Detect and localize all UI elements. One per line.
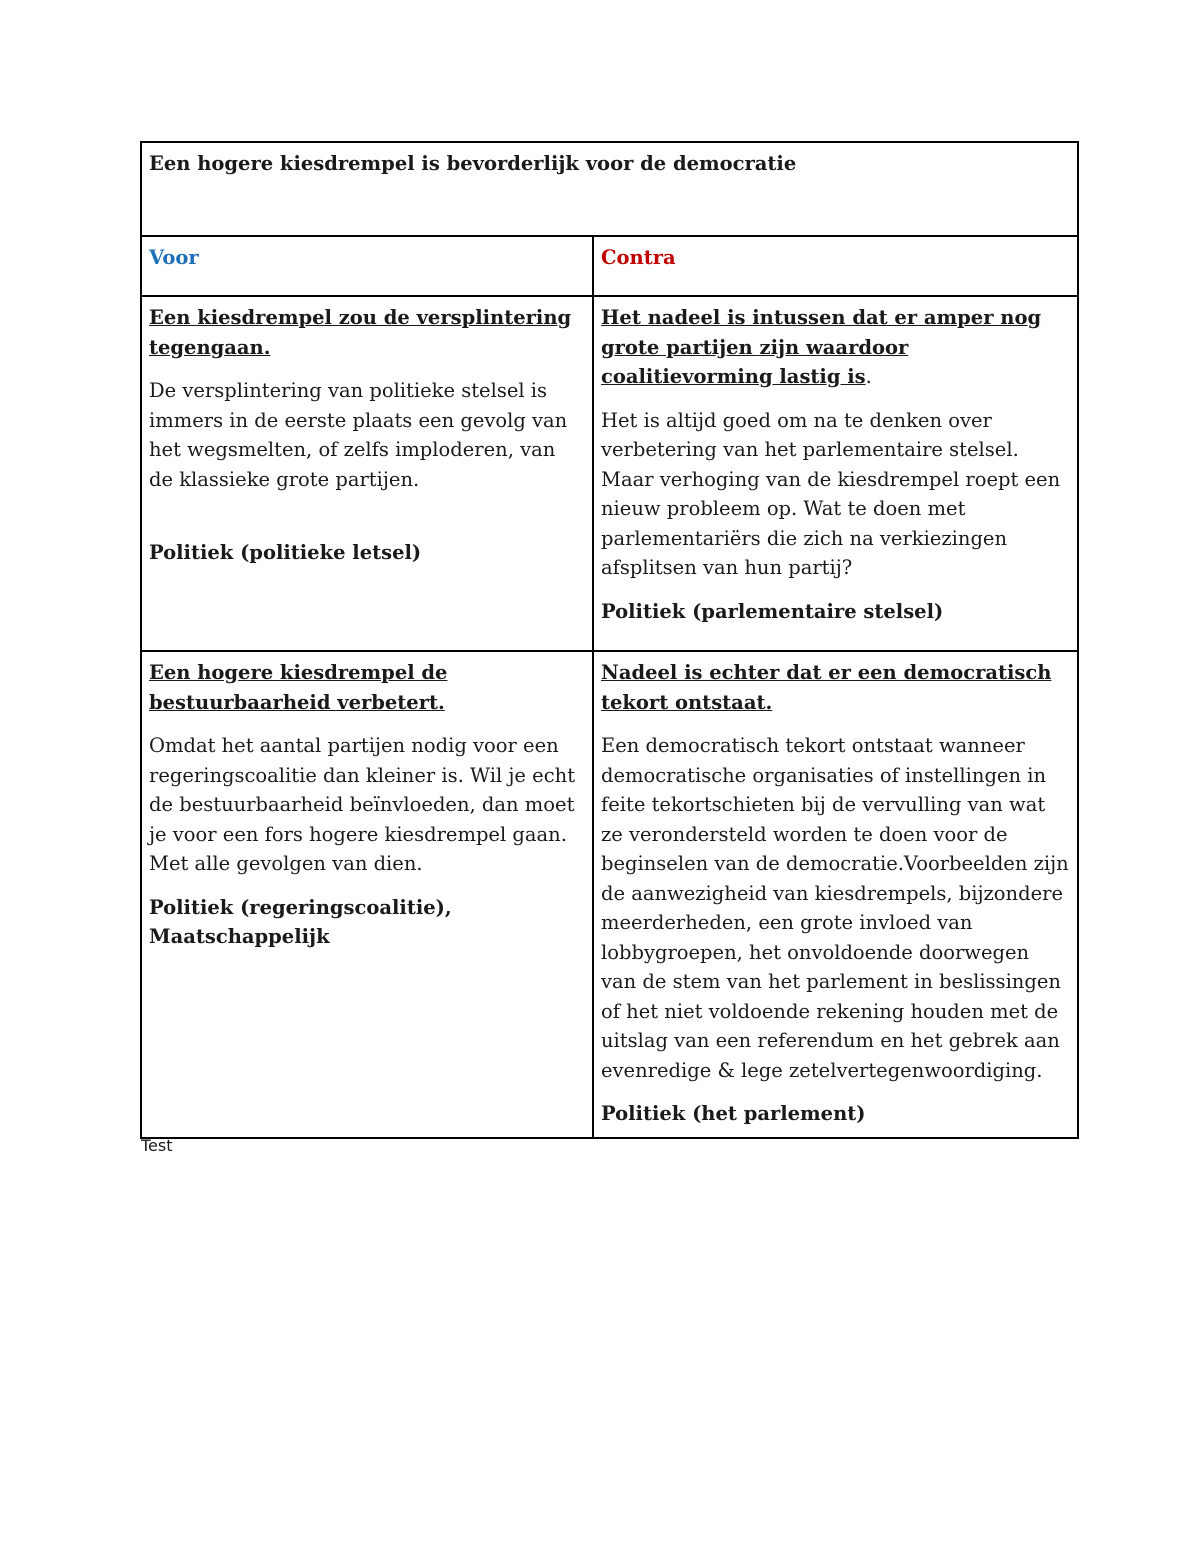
contra-claim: Nadeel is echter dat er een democratisch tekort ontstaat. bbox=[601, 661, 1052, 714]
table-row bbox=[141, 296, 1078, 651]
table-title: Een hogere kiesdrempel is bevorderlijk voor de democratie bbox=[141, 142, 1078, 236]
contra-label: Contra bbox=[601, 246, 676, 269]
voor-tag: Politiek (politieke letsel) bbox=[149, 541, 422, 564]
contra-body: Een democratisch tekort ontstaat wanneer democratische organisaties of instellingen in feite tekortschieten bij de vervulling van wat ze verondersteld worden te doen voor de beginselen van de democratie.Voorbeelden zijn de aanwezigheid van kiesdrempels, bijzondere meerderheden, een grote invloed van lobbygroepen, het onvoldoende doorwegen van de stem van het parlement in beslissingen of het niet voldoende rekening houden met de uitslag van een referendum en het gebrek aan evenredige & lege zetelvertegenwoordiging. bbox=[601, 734, 1069, 1082]
voor-cell bbox=[141, 651, 593, 1138]
contra-body: Het is altijd goed om na te denken over verbetering van het parlementaire stelsel. Maar verhoging van de kiesdrempel roept een nieuw probleem op. Wat te doen met parlementariërs die zich na verkiezingen afsplitsen van hun partij? bbox=[601, 408, 1061, 579]
contra-tag: Politiek (parlementaire stelsel) bbox=[601, 599, 944, 623]
debate-table bbox=[140, 141, 1079, 1139]
contra-tag: Politiek (het parlement) bbox=[601, 1102, 866, 1125]
table-row bbox=[141, 651, 1078, 1138]
voor-claim: Een hogere kiesdrempel de bestuurbaarheid verbetert. bbox=[149, 661, 448, 714]
contra-cell bbox=[593, 651, 1078, 1138]
voor-body: Omdat het aantal partijen nodig voor een regeringscoalitie dan kleiner is. Wil je echt de bestuurbaarheid beïnvloeden, dan moet je voor een fors hogere kiesdrempel gaan. Met alle gevolgen van dien. bbox=[149, 734, 576, 875]
header-contra bbox=[593, 236, 1078, 296]
voor-label: Voor bbox=[149, 246, 199, 269]
contra-claim-wrapper bbox=[601, 303, 1070, 392]
voor-body: De versplintering van politieke stelsel is immers in de eerste plaats een gevolg van het wegsmelten, of zelfs imploderen, van de klassieke grote partijen. bbox=[149, 379, 568, 491]
voor-tag: Politiek (regeringscoalitie), Maatschappelijk bbox=[149, 895, 452, 948]
voor-claim: Een kiesdrempel zou de versplintering tegengaan. bbox=[149, 306, 572, 359]
contra-claim: Het nadeel is intussen dat er amper nog grote partijen zijn waardoor coalitievorming lastig is bbox=[601, 306, 1042, 388]
voor-cell bbox=[141, 296, 593, 651]
contra-claim-suffix: . bbox=[865, 365, 872, 388]
contra-cell bbox=[593, 296, 1078, 651]
header-voor bbox=[141, 236, 593, 296]
footer-text: Test bbox=[141, 1136, 173, 1155]
